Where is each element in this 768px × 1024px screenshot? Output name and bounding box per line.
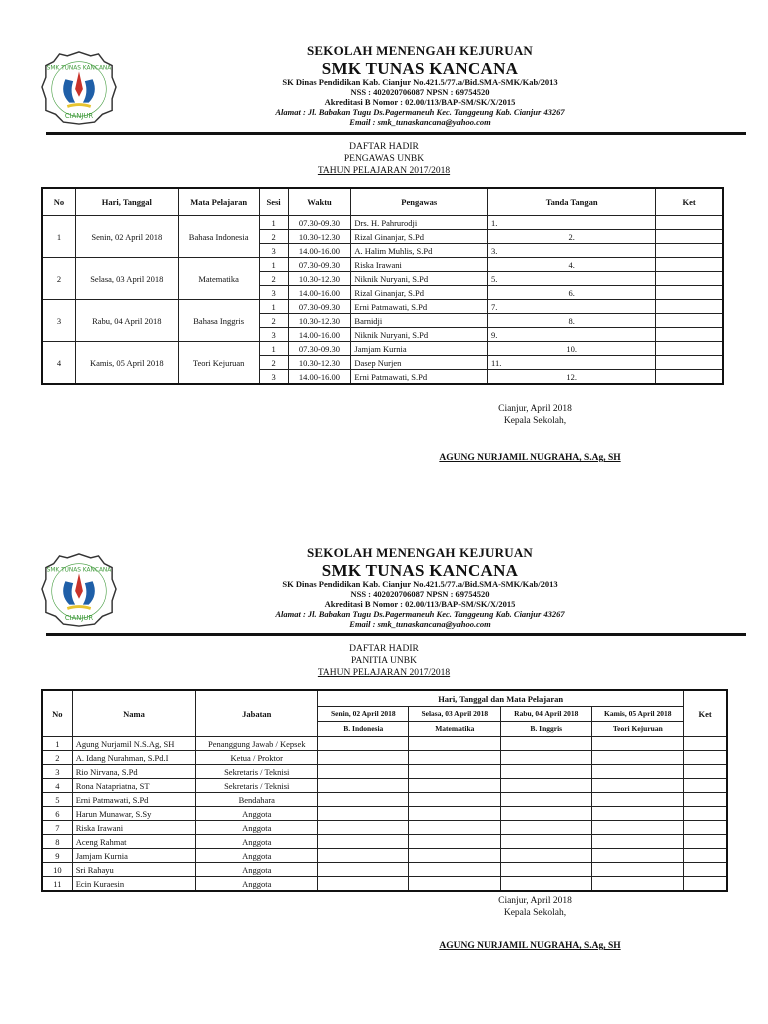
school-nss-npsn: NSS : 402020706087 NPSN : 69754520	[350, 589, 490, 600]
cell-signature: 6.	[488, 286, 656, 300]
cell-proctor: A. Halim Muhlis, S.Pd	[351, 244, 488, 258]
cell-sign-day-3	[501, 765, 592, 779]
cell-position: Anggota	[196, 807, 318, 821]
cell-note	[684, 807, 727, 821]
signature-place-date: Cianjur, April 2018	[498, 404, 572, 414]
cell-name: Harun Munawar, S.Sy	[72, 807, 196, 821]
cell-sign-day-3	[501, 779, 592, 793]
cell-session: 1	[259, 342, 288, 356]
cell-sign-day-2	[409, 849, 501, 863]
cell-sign-day-4	[592, 765, 684, 779]
school-accreditation: Akreditasi B Nomor : 02.00/113/BAP-SM/SK/X/2015	[324, 97, 516, 108]
cell-position: Anggota	[196, 877, 318, 892]
cell-sign-day-2	[409, 765, 501, 779]
cell-note	[684, 835, 727, 849]
col-session: Sesi	[259, 188, 288, 216]
cell-sign-day-4	[592, 751, 684, 765]
cell-sign-day-3	[501, 849, 592, 863]
table-row	[42, 793, 727, 807]
cell-sign-day-1	[318, 737, 409, 751]
proctor-attendance-table	[41, 187, 724, 385]
school-accreditation: Akreditasi B Nomor : 02.00/113/BAP-SM/SK/X/2015	[324, 599, 516, 610]
col-day-1-date: Senin, 02 April 2018	[318, 707, 409, 722]
cell-note	[656, 286, 723, 300]
cell-name: Agung Nurjamil N.S.Ag, SH	[72, 737, 196, 751]
cell-no: 10	[42, 863, 72, 877]
col-day-3-date: Rabu, 04 April 2018	[501, 707, 592, 722]
cell-proctor: Barnidji	[351, 314, 488, 328]
school-type: SEKOLAH MENENGAH KEJURUAN	[306, 545, 534, 560]
cell-day: Senin, 02 April 2018	[75, 216, 178, 258]
table-row	[42, 849, 727, 863]
col-day-2-subject: Matematika	[409, 722, 501, 737]
cell-sign-day-1	[318, 863, 409, 877]
cell-position: Penanggung Jawab / Kepsek	[196, 737, 318, 751]
col-day-4-date: Kamis, 05 April 2018	[592, 707, 684, 722]
cell-session: 3	[259, 286, 288, 300]
cell-sign-day-2	[409, 821, 501, 835]
school-email: Email : smk_tunaskancana@yahoo.com	[349, 116, 491, 127]
table-row	[42, 342, 723, 356]
cell-time: 14.00-16.00	[288, 244, 351, 258]
title-line-2: PANITIA UNBK	[351, 655, 417, 666]
cell-position: Sekretaris / Teknisi	[196, 779, 318, 793]
cell-no: 1	[42, 737, 72, 751]
col-day-1-subject: B. Indonesia	[318, 722, 409, 737]
cell-proctor: Niknik Nuryani, S.Pd	[351, 272, 488, 286]
col-note: Ket	[684, 690, 727, 737]
title-line-3: TAHUN PELAJARAN 2017/2018	[317, 667, 451, 678]
cell-note	[656, 328, 723, 342]
cell-note	[656, 356, 723, 370]
cell-sign-day-3	[501, 877, 592, 892]
letterhead-divider	[46, 633, 746, 636]
table-row	[42, 216, 723, 230]
cell-no: 11	[42, 877, 72, 892]
cell-sign-day-2	[409, 807, 501, 821]
school-address: Alamat : Jl. Babakan Tugu Ds.Pagermaneuh Kec. Tanggeung Kab. Cianjur 43267	[275, 608, 565, 619]
cell-note	[684, 849, 727, 863]
cell-note	[684, 793, 727, 807]
cell-sign-day-2	[409, 737, 501, 751]
cell-sign-day-3	[501, 863, 592, 877]
cell-sign-day-2	[409, 835, 501, 849]
cell-sign-day-1	[318, 793, 409, 807]
cell-sign-day-3	[501, 835, 592, 849]
cell-sign-day-4	[592, 793, 684, 807]
cell-subject: Teori Kejuruan	[178, 342, 259, 385]
cell-note	[656, 300, 723, 314]
cell-signature: 9.	[488, 328, 656, 342]
cell-sign-day-1	[318, 779, 409, 793]
col-day-3-subject: B. Inggris	[501, 722, 592, 737]
cell-sign-day-4	[592, 807, 684, 821]
cell-session: 3	[259, 370, 288, 385]
cell-note	[684, 765, 727, 779]
cell-name: Aceng Rahmat	[72, 835, 196, 849]
cell-time: 14.00-16.00	[288, 328, 351, 342]
school-logo-icon	[40, 50, 118, 126]
signature-block	[440, 896, 630, 920]
cell-no: 3	[42, 765, 72, 779]
school-logo-icon	[40, 552, 118, 628]
cell-note	[684, 821, 727, 835]
table-row	[42, 835, 727, 849]
cell-sign-day-4	[592, 835, 684, 849]
school-name: SMK TUNAS KANCANA	[321, 560, 519, 580]
table-row	[42, 807, 727, 821]
cell-sign-day-1	[318, 807, 409, 821]
table-header-row	[42, 188, 723, 216]
cell-time: 14.00-16.00	[288, 286, 351, 300]
cell-proctor: Erni Patmawati, S.Pd	[351, 300, 488, 314]
cell-time: 07.30-09.30	[288, 300, 351, 314]
cell-session: 1	[259, 216, 288, 230]
cell-sign-day-2	[409, 877, 501, 892]
cell-note	[684, 737, 727, 751]
table-row	[42, 258, 723, 272]
cell-sign-day-2	[409, 779, 501, 793]
page-pengawas	[0, 42, 768, 472]
cell-sign-day-1	[318, 821, 409, 835]
cell-signature: 1.	[488, 216, 656, 230]
cell-note	[684, 877, 727, 892]
cell-note	[656, 370, 723, 385]
cell-sign-day-3	[501, 751, 592, 765]
col-proctor: Pengawas	[351, 188, 488, 216]
cell-name: Rio Nirvana, S.Pd	[72, 765, 196, 779]
cell-name: Sri Rahayu	[72, 863, 196, 877]
cell-signature: 11.	[488, 356, 656, 370]
svg-text:CIANJUR: CIANJUR	[64, 614, 94, 623]
cell-proctor: Erni Patmawati, S.Pd	[351, 370, 488, 385]
school-nss-npsn: NSS : 402020706087 NPSN : 69754520	[350, 87, 490, 98]
title-line-3: TAHUN PELAJARAN 2017/2018	[317, 165, 451, 176]
cell-sign-day-1	[318, 835, 409, 849]
cell-no: 6	[42, 807, 72, 821]
school-type: SEKOLAH MENENGAH KEJURUAN	[306, 43, 534, 58]
cell-note	[656, 314, 723, 328]
cell-sign-day-4	[592, 779, 684, 793]
cell-position: Bendahara	[196, 793, 318, 807]
cell-subject: Matematika	[178, 258, 259, 300]
signature-role: Kepala Sekolah,	[503, 907, 567, 918]
cell-name: A. Idang Nurahman, S.Pd.I	[72, 751, 196, 765]
cell-no: 4	[42, 342, 75, 385]
cell-session: 2	[259, 356, 288, 370]
cell-signature: 2.	[488, 230, 656, 244]
signature-name: AGUNG NURJAMIL NUGRAHA, S.Ag, SH	[439, 453, 621, 463]
cell-sign-day-4	[592, 821, 684, 835]
cell-note	[684, 779, 727, 793]
cell-signature: 10.	[488, 342, 656, 356]
cell-time: 07.30-09.30	[288, 216, 351, 230]
cell-position: Ketua / Proktor	[196, 751, 318, 765]
signature-role: Kepala Sekolah,	[503, 415, 567, 426]
cell-no: 5	[42, 793, 72, 807]
school-email: Email : smk_tunaskancana@yahoo.com	[349, 618, 491, 629]
title-line-2: PENGAWAS UNBK	[343, 153, 425, 164]
table-row	[42, 765, 727, 779]
cell-note	[684, 751, 727, 765]
cell-time: 07.30-09.30	[288, 258, 351, 272]
cell-signature: 7.	[488, 300, 656, 314]
cell-no: 1	[42, 216, 75, 258]
cell-time: 10.30-12.30	[288, 272, 351, 286]
cell-sign-day-2	[409, 793, 501, 807]
table-header-row	[42, 690, 727, 707]
cell-sign-day-1	[318, 751, 409, 765]
cell-signature: 3.	[488, 244, 656, 258]
cell-note	[656, 342, 723, 356]
cell-no: 7	[42, 821, 72, 835]
col-note: Ket	[656, 188, 723, 216]
cell-position: Anggota	[196, 863, 318, 877]
cell-signature: 4.	[488, 258, 656, 272]
table-row	[42, 751, 727, 765]
cell-sign-day-4	[592, 849, 684, 863]
col-position: Jabatan	[196, 690, 318, 737]
school-name: SMK TUNAS KANCANA	[321, 58, 519, 78]
cell-name: Riska Irawani	[72, 821, 196, 835]
col-no: No	[42, 188, 75, 216]
cell-proctor: Jamjam Kurnia	[351, 342, 488, 356]
cell-sign-day-3	[501, 807, 592, 821]
cell-sign-day-4	[592, 863, 684, 877]
cell-time: 14.00-16.00	[288, 370, 351, 385]
cell-name: Ecin Kuraesin	[72, 877, 196, 892]
letterhead	[0, 42, 768, 134]
cell-name: Erni Patmawati, S.Pd	[72, 793, 196, 807]
title-line-1: DAFTAR HADIR	[349, 142, 419, 152]
school-decree: SK Dinas Pendidikan Kab. Cianjur No.421.5/77.a/Bid.SMA-SMK/Kab/2013	[282, 579, 558, 590]
cell-time: 10.30-12.30	[288, 314, 351, 328]
cell-position: Anggota	[196, 849, 318, 863]
cell-session: 1	[259, 300, 288, 314]
cell-sign-day-4	[592, 877, 684, 892]
table-row	[42, 737, 727, 751]
cell-session: 2	[259, 314, 288, 328]
col-signature: Tanda Tangan	[488, 188, 656, 216]
cell-position: Sekretaris / Teknisi	[196, 765, 318, 779]
letterhead-divider	[46, 132, 746, 135]
cell-proctor: Riska Irawani	[351, 258, 488, 272]
cell-name: Rona Natapriatna, ST	[72, 779, 196, 793]
title-line-1: DAFTAR HADIR	[349, 644, 419, 654]
cell-time: 10.30-12.30	[288, 230, 351, 244]
cell-proctor: Drs. H. Pahrurodji	[351, 216, 488, 230]
col-no: No	[42, 690, 72, 737]
committee-attendance-table	[41, 689, 728, 892]
cell-name: Jamjam Kurnia	[72, 849, 196, 863]
cell-sign-day-3	[501, 821, 592, 835]
cell-proctor: Niknik Nuryani, S.Pd	[351, 328, 488, 342]
cell-session: 1	[259, 258, 288, 272]
cell-signature: 5.	[488, 272, 656, 286]
cell-time: 10.30-12.30	[288, 356, 351, 370]
cell-note	[656, 272, 723, 286]
cell-no: 4	[42, 779, 72, 793]
cell-no: 2	[42, 258, 75, 300]
col-day-2-date: Selasa, 03 April 2018	[409, 707, 501, 722]
signature-block	[440, 404, 630, 428]
school-decree: SK Dinas Pendidikan Kab. Cianjur No.421.5/77.a/Bid.SMA-SMK/Kab/2013	[282, 77, 558, 88]
cell-sign-day-2	[409, 751, 501, 765]
cell-note	[656, 258, 723, 272]
table-row	[42, 779, 727, 793]
cell-no: 3	[42, 300, 75, 342]
cell-proctor: Dasep Nurjen	[351, 356, 488, 370]
cell-note	[656, 216, 723, 230]
cell-note	[656, 244, 723, 258]
cell-session: 2	[259, 230, 288, 244]
cell-subject: Bahasa Indonesia	[178, 216, 259, 258]
letterhead	[0, 544, 768, 636]
cell-position: Anggota	[196, 835, 318, 849]
svg-text:SMK TUNAS KANCANA: SMK TUNAS KANCANA	[46, 65, 112, 72]
cell-note	[684, 863, 727, 877]
col-name: Nama	[72, 690, 196, 737]
cell-sign-day-1	[318, 877, 409, 892]
cell-signature: 12.	[488, 370, 656, 385]
table-row	[42, 821, 727, 835]
signature-place-date: Cianjur, April 2018	[498, 896, 572, 906]
col-time: Waktu	[288, 188, 351, 216]
table-row	[42, 863, 727, 877]
cell-sign-day-3	[501, 737, 592, 751]
cell-day: Rabu, 04 April 2018	[75, 300, 178, 342]
col-group-days: Hari, Tanggal dan Mata Pelajaran	[318, 690, 684, 707]
cell-day: Selasa, 03 April 2018	[75, 258, 178, 300]
cell-proctor: Rizal Ginanjar, S.Pd	[351, 230, 488, 244]
cell-sign-day-4	[592, 737, 684, 751]
col-subject: Mata Pelajaran	[178, 188, 259, 216]
cell-session: 3	[259, 328, 288, 342]
cell-subject: Bahasa Inggris	[178, 300, 259, 342]
signature-name: AGUNG NURJAMIL NUGRAHA, S.Ag, SH	[439, 941, 621, 951]
cell-note	[656, 230, 723, 244]
svg-text:SMK TUNAS KANCANA: SMK TUNAS KANCANA	[46, 567, 112, 574]
cell-day: Kamis, 05 April 2018	[75, 342, 178, 385]
svg-text:CIANJUR: CIANJUR	[64, 112, 94, 121]
cell-proctor: Rizal Ginanjar, S.Pd	[351, 286, 488, 300]
cell-position: Anggota	[196, 821, 318, 835]
col-day: Hari, Tanggal	[75, 188, 178, 216]
cell-session: 3	[259, 244, 288, 258]
school-address: Alamat : Jl. Babakan Tugu Ds.Pagermaneuh Kec. Tanggeung Kab. Cianjur 43267	[275, 106, 565, 117]
document-title	[0, 644, 768, 680]
cell-sign-day-1	[318, 765, 409, 779]
table-row	[42, 877, 727, 892]
cell-no: 9	[42, 849, 72, 863]
cell-signature: 8.	[488, 314, 656, 328]
document-title	[0, 142, 768, 178]
page-panitia	[0, 544, 768, 964]
cell-sign-day-3	[501, 793, 592, 807]
cell-sign-day-1	[318, 849, 409, 863]
table-row	[42, 300, 723, 314]
cell-time: 07.30-09.30	[288, 342, 351, 356]
cell-no: 2	[42, 751, 72, 765]
cell-sign-day-2	[409, 863, 501, 877]
cell-session: 2	[259, 272, 288, 286]
col-day-4-subject: Teori Kejuruan	[592, 722, 684, 737]
cell-no: 8	[42, 835, 72, 849]
